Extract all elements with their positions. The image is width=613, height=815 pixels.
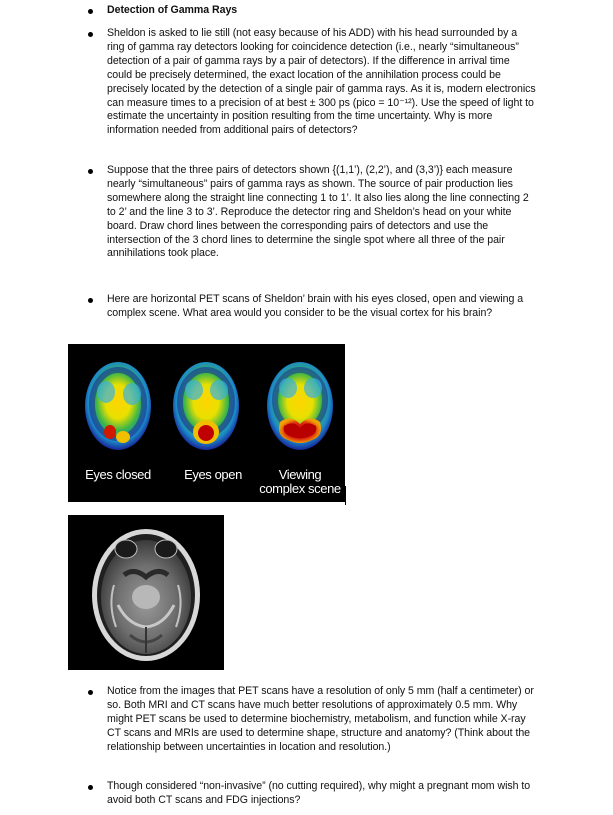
section-heading: Detection of Gamma Rays: [107, 4, 238, 16]
paragraph-text: Suppose that the three pairs of detectors shown {(1,1’), (2,2’), and (3,3’)} each measure nearly “simultaneous” pairs of gamma rays as shown. The source of pair production lies somewhere along the straight line connecting 1 to 1’. It also lies along the line connecting 2 to 2’ and the line 3 to 3’. Reproduce the detector ring and Sheldon’s head on your white board. Draw chord lines between the corresponding pairs of detectors and use the intersection of the 3 chord lines to determine the single spot where all three of the pair annihilations took place.: [107, 164, 529, 260]
mri-brain-image: [68, 515, 224, 670]
paragraph-text: Though considered “non-invasive” (no cutting required), why might a pregnant mom wish to avoid both CT scans and FDG injections?: [107, 780, 531, 806]
pet-scan-figure: [68, 344, 345, 502]
pet-brain-eyes-open: [173, 362, 239, 450]
bullet-marker: [88, 785, 93, 790]
label-eyes-closed: Eyes closed: [85, 467, 151, 482]
paragraph-text: Notice from the images that PET scans have a resolution of only 5 mm (half a centimeter) or so. Both MRI and CT scans have much better resolutions of approximately 0.5 mm. Why might PET scans be used to determine biochemistry, metabolism, and function while X-ray CT scans and MRIs are used to determine shape, structure and anatomy? (Think about the relationship between uncertainties in location and resolution.): [107, 685, 534, 753]
label-viewing: Viewing: [278, 467, 322, 482]
paragraph-text: Sheldon is asked to lie still (not easy because of his ADD) with his head surrounded by a ring of gamma ray detectors looking for coincidence detection (i.e., nearly “simultaneous” detection of a pair of gamma rays by a pair of detectors). If the difference in arrival time could be precisely determined, the exact location of the annihilation process could be precisely located by the detection of a single pair of gamma rays. As it is, modern electronics can measure times to a precision of at best ± 300 ps (pico = 10⁻¹²). Use the speed of light to estimate the uncertainty in position resulting from the time uncertainty. Why is more information needed from additional pairs of detectors?: [107, 27, 536, 137]
bullet-marker: [88, 32, 93, 37]
bullet-marker: [88, 169, 93, 174]
label-complex-scene: complex scene: [259, 481, 341, 496]
label-eyes-open: Eyes open: [184, 467, 242, 482]
text-cursor: [345, 486, 346, 505]
pet-brain-viewing-scene: [267, 362, 333, 450]
pet-brain-eyes-closed: [85, 362, 151, 450]
bullet-marker: [88, 690, 93, 695]
bullet-marker: [88, 298, 93, 303]
paragraph-text: Here are horizontal PET scans of Sheldon’ brain with his eyes closed, open and viewing a complex scene. What area would you consider to be the visual cortex for his brain?: [107, 293, 524, 319]
mri-scan-figure: [68, 515, 224, 670]
bullet-marker: [88, 9, 93, 14]
